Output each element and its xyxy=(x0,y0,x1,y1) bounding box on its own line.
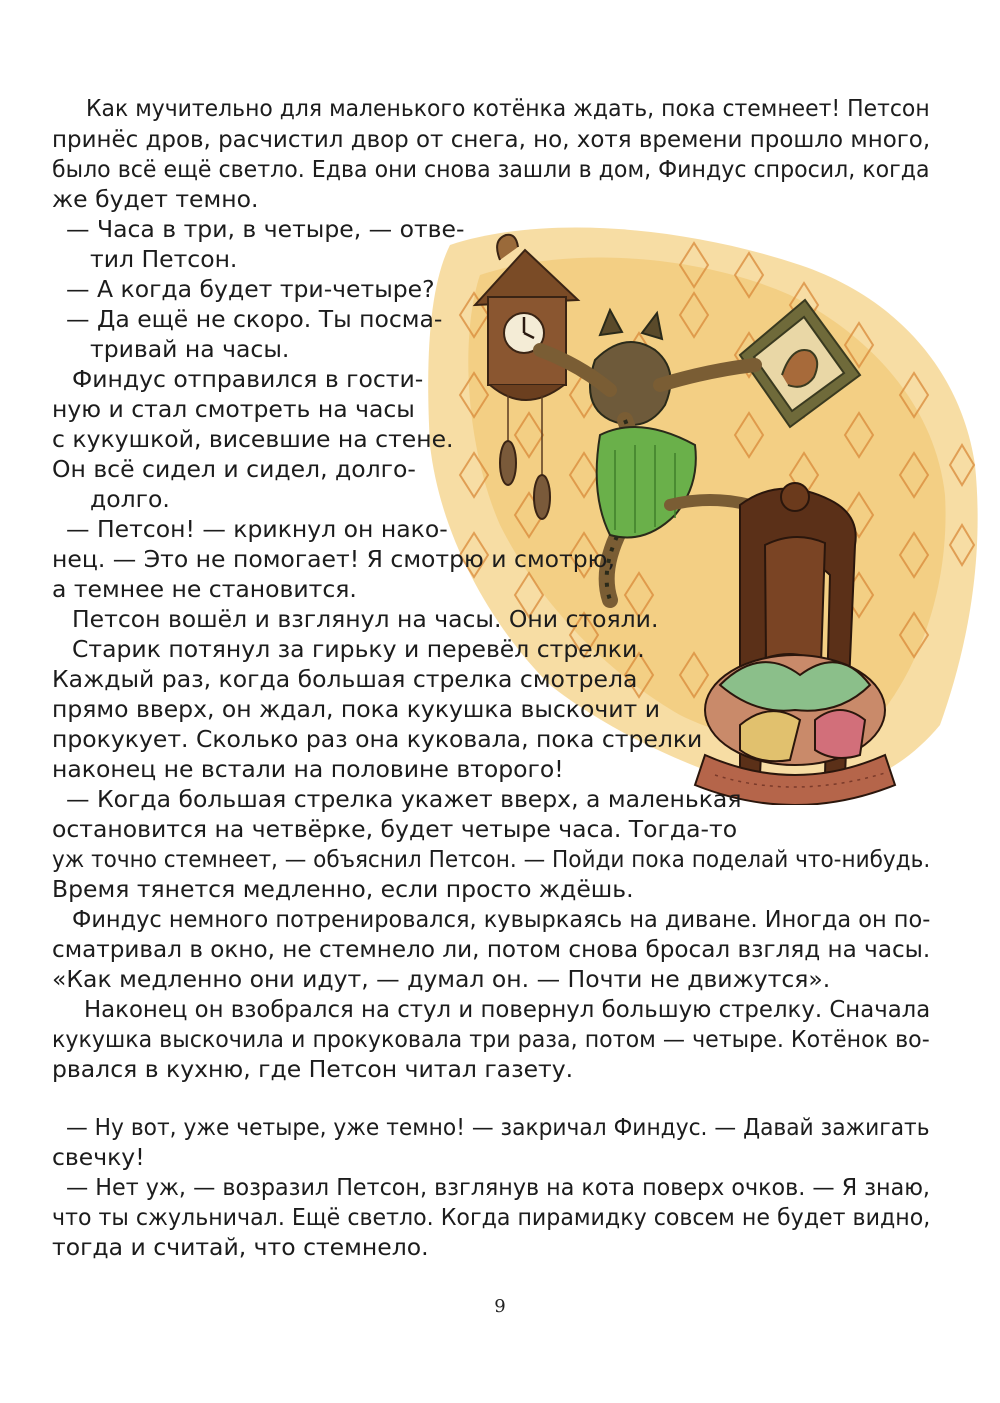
text-line: Старик потянул за гирьку и перевёл стрелки. xyxy=(72,635,645,663)
text-line: что ты сжульничал. Ещё светло. Когда пирамидку совсем не будет видно, xyxy=(52,1203,931,1231)
text-line: остановится на четвёрке, будет четыре часа. Тогда-то xyxy=(52,815,738,843)
text-line: с кукушкой, висевшие на стене. xyxy=(52,425,454,453)
text-line: Как мучительно для маленького котёнка ждать, пока стемнеет! Петсон xyxy=(86,94,930,122)
text-line: Финдус немного потренировался, кувыркаясь на диване. Иногда он по- xyxy=(72,905,931,933)
text-line: «Как медленно они идут, — думал он. — Почти не движутся». xyxy=(52,965,831,993)
text-line: Петсон вошёл и взглянул на часы. Они стояли. xyxy=(72,605,659,633)
text-line: — Нет уж, — возразил Петсон, взглянув на кота поверх очков. — Я знаю, xyxy=(66,1173,931,1201)
text-line: — Петсон! — крикнул он нако- xyxy=(66,515,448,543)
text-line: рвался в кухню, где Петсон читал газету. xyxy=(52,1055,574,1083)
text-line: тогда и считай, что стемнело. xyxy=(52,1233,429,1261)
page-number: 9 xyxy=(494,1296,506,1317)
text-line: — Когда большая стрелка укажет вверх, а маленькая xyxy=(66,785,742,813)
text-line: Наконец он взобрался на стул и повернул большую стрелку. Сначала xyxy=(84,995,931,1023)
text-line: — Часа в три, в четыре, — отве- xyxy=(66,215,465,243)
text-line: уж точно стемнеет, — объяснил Петсон. — Пойди пока поделай что-нибудь. xyxy=(52,845,931,873)
text-line: сматривал в окно, не стемнело ли, потом снова бросал взгляд на часы. xyxy=(52,935,931,963)
text-line: — Ну вот, уже четыре, уже темно! — закричал Финдус. — Давай зажигать xyxy=(66,1113,930,1141)
text-line: было всё ещё светло. Едва они снова зашли в дом, Финдус спросил, когда xyxy=(52,155,930,183)
text-line: тривай на часы. xyxy=(90,335,290,363)
text-line: Финдус отправился в гости- xyxy=(72,365,424,393)
text-line: Каждый раз, когда большая стрелка смотрела xyxy=(52,665,638,693)
text-line: нец. — Это не помогает! Я смотрю и смотрю, xyxy=(52,545,615,573)
text-line: — Да ещё не скоро. Ты посма- xyxy=(66,305,443,333)
text-line: свечку! xyxy=(52,1143,145,1171)
text-line: принёс дров, расчистил двор от снега, но, хотя времени прошло много, xyxy=(52,125,931,153)
text-line: тил Петсон. xyxy=(90,245,238,273)
text-line: долго. xyxy=(90,485,170,513)
text-line: — А когда будет три-четыре? xyxy=(66,275,435,303)
text-line: прокукует. Сколько раз она куковала, пока стрелки xyxy=(52,725,703,753)
text-line: Он всё сидел и сидел, долго- xyxy=(52,455,416,483)
text-line: а темнее не становится. xyxy=(52,575,357,603)
text-line: наконец не встали на половине второго! xyxy=(52,755,564,783)
text-line: же будет темно. xyxy=(52,185,259,213)
text-line: кукушка выскочила и прокуковала три раза, потом — четыре. Котёнок во- xyxy=(52,1025,930,1053)
text-line: Время тянется медленно, если просто ждёшь. xyxy=(52,875,634,903)
text-line: прямо вверх, он ждал, пока кукушка выскочит и xyxy=(52,695,660,723)
text-line: ную и стал смотреть на часы xyxy=(52,395,415,423)
